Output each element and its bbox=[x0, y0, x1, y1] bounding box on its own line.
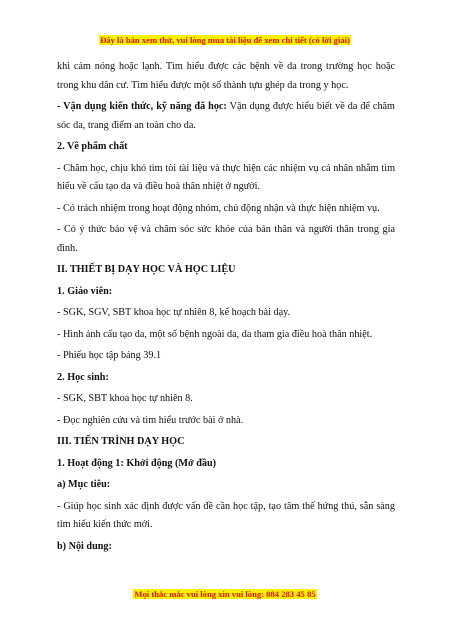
list-item: - Có trách nhiệm trong hoạt động nhóm, chủ động nhận và thực hiện nhiệm vụ. bbox=[57, 202, 380, 214]
preview-banner-text: Đây là bản xem thử, vui lòng mua tài liệu để xem chi tiết (có lời giải) bbox=[100, 35, 350, 45]
list-item: - Giúp học sinh xác định được vấn đề cần học tập, tạo tâm thế hứng thú, sẵn sàng tìm hiểu kiến thức mới. bbox=[57, 500, 395, 530]
paragraph: khi cảm nóng hoặc lạnh. Tìm hiểu được các bệnh về da trong trường học hoặc trong khu dân cư. Tìm hiểu được một số thành tựu ghép da trong y học. bbox=[57, 61, 395, 91]
heading-giao-vien: 1. Giáo viên: bbox=[57, 285, 113, 297]
heading-muc-tieu: a) Mục tiêu: bbox=[57, 479, 111, 490]
heading-hoc-sinh: 2. Học sinh: bbox=[57, 371, 109, 383]
list-item: - Hình ảnh cấu tạo da, một số bệnh ngoài da, da tham gia điều hoà thân nhiệt. bbox=[57, 328, 373, 340]
heading-hoat-dong: 1. Hoạt động 1: Khởi động (Mở đầu) bbox=[57, 457, 217, 469]
list-item: - SGK, SBT khoa học tự nhiên 8. bbox=[57, 393, 193, 404]
list-item: - Phiếu học tập bảng 39.1 bbox=[57, 350, 162, 361]
document-body bbox=[57, 58, 395, 559]
list-item: - Đọc nghiên cứu và tìm hiểu trước bài ở nhà. bbox=[57, 414, 244, 426]
contact-footer-text: Mọi thắc mắc vui lòng xin vui lòng: 084 283 45 85 bbox=[134, 589, 316, 599]
heading-tien-trinh: III. TIẾN TRÌNH DẠY HỌC bbox=[57, 436, 185, 447]
preview-banner bbox=[0, 34, 450, 46]
bold-lead: - Vận dụng kiến thức, kỹ năng đã học: bbox=[57, 101, 227, 112]
contact-footer bbox=[0, 588, 450, 600]
heading-noi-dung: b) Nội dung: bbox=[57, 540, 112, 552]
paragraph-text: Vận dụng được hiểu biết về da để chăm sóc da, trang điểm an toàn cho da. bbox=[57, 101, 395, 131]
paragraph-van-dung bbox=[57, 98, 395, 135]
list-item: - Có ý thức bảo vệ và chăm sóc sức khỏe của bản thân và người thân trong gia đình. bbox=[57, 224, 395, 254]
list-item: - SGK, SGV, SBT khoa học tự nhiên 8, kế hoạch bài dạy. bbox=[57, 307, 291, 318]
heading-thiet-bi: II. THIẾT BỊ DẠY HỌC VÀ HỌC LIỆU bbox=[57, 264, 236, 275]
heading-pham-chat: 2. Về phẩm chất bbox=[57, 141, 128, 152]
list-item: - Chăm học, chịu khó tìm tòi tài liệu và thực hiện các nhiệm vụ cá nhân nhằm tìm hiểu về cấu tạo da và điều hoà thân nhiệt ở người. bbox=[57, 162, 395, 192]
